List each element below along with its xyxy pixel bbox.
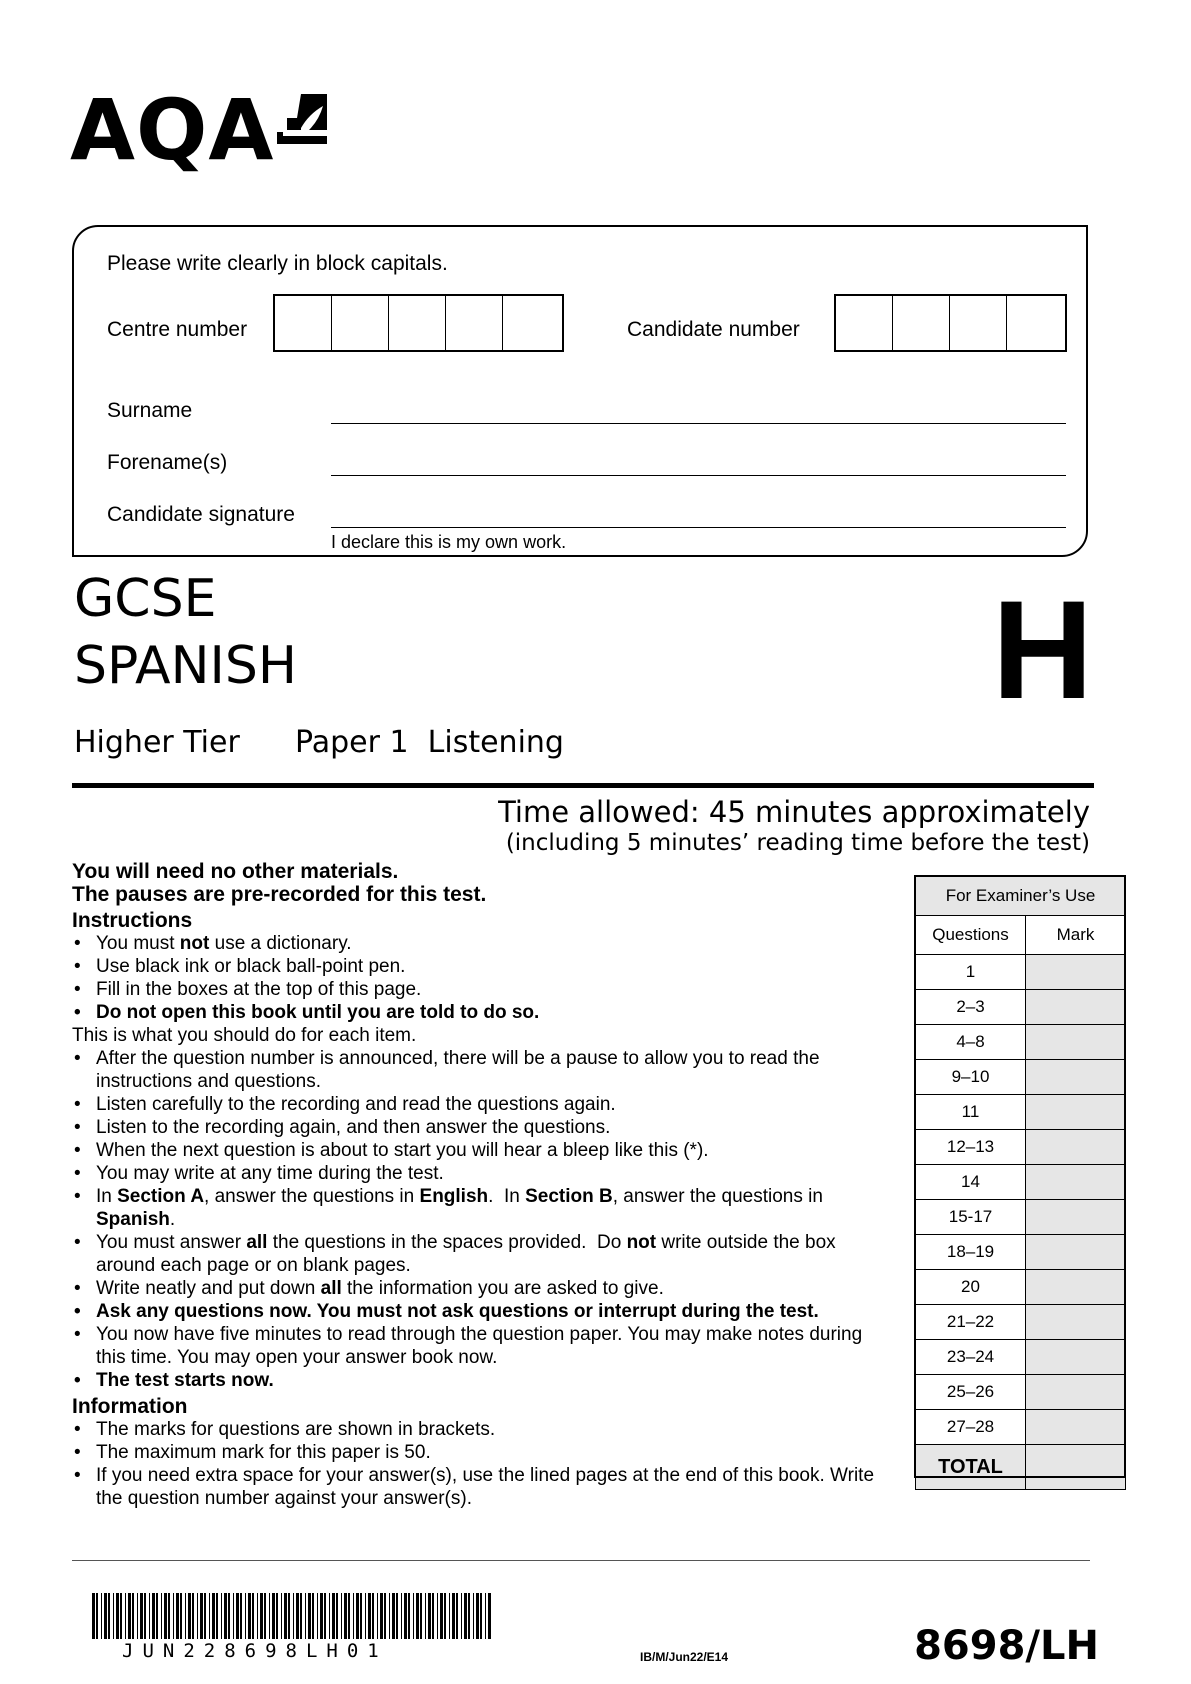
barcode-bar (377, 1593, 378, 1639)
examiner-row (916, 1410, 1126, 1445)
instruction-item: • Fill in the boxes at the top of this page. (72, 978, 892, 1001)
instruction-item: • Listen carefully to the recording and read the questions again. (72, 1093, 892, 1116)
barcode-bar (264, 1593, 266, 1639)
question-number-cell: 4–8 (916, 1025, 1026, 1060)
barcode-bar (188, 1593, 191, 1639)
mark-cell (1026, 1060, 1126, 1095)
subject-title: SPANISH (74, 636, 297, 696)
barcode-bar (156, 1593, 158, 1639)
pauses-line: The pauses are pre-recorded for this test. (72, 883, 487, 906)
barcode-bar (380, 1593, 383, 1639)
mark-cell (1026, 1130, 1126, 1165)
instruction-item: • Listen to the recording again, and then answer the questions. (72, 1116, 892, 1139)
examiner-row (916, 1200, 1126, 1235)
information-list (72, 1418, 892, 1510)
barcode-bar (440, 1593, 443, 1639)
barcode-bar (284, 1593, 287, 1639)
barcode-bar (224, 1593, 227, 1639)
instruction-item: • Ask any questions now. You must not ask questions or interrupt during the test. (72, 1300, 892, 1323)
examiner-row (916, 1165, 1126, 1200)
barcode-bar (288, 1593, 290, 1639)
barcode-bar (356, 1593, 359, 1639)
paper-label: Paper 1 Listening (295, 725, 564, 760)
barcode-bar (473, 1593, 474, 1639)
barcode-bar (320, 1593, 323, 1639)
barcode-bar (212, 1593, 215, 1639)
barcode-bar (132, 1593, 134, 1639)
aqa-logo (70, 81, 275, 179)
barcode-bar (200, 1593, 203, 1639)
centre-number-boxes[interactable] (273, 294, 564, 352)
barcode-bar (108, 1593, 110, 1639)
barcode-bar (305, 1593, 306, 1639)
instruction-item: • Write neatly and put down all the information you are asked to give. (72, 1277, 892, 1300)
information-item: • The marks for questions are shown in brackets. (72, 1418, 892, 1441)
barcode-bar (485, 1593, 486, 1639)
barcode-bar (368, 1593, 371, 1639)
barcode-bar (425, 1593, 426, 1639)
examiner-row (916, 1060, 1126, 1095)
mark-cell (1026, 1200, 1126, 1235)
barcode-bar (101, 1593, 102, 1639)
barcode-bar (257, 1593, 258, 1639)
total-mark-cell (1026, 1445, 1126, 1490)
question-number-cell: 11 (916, 1095, 1026, 1130)
barcode-bar (461, 1593, 462, 1639)
question-number-cell: 15-17 (916, 1200, 1026, 1235)
total-label: TOTAL (916, 1445, 1026, 1490)
barcode-bar (276, 1593, 278, 1639)
barcode-bar (120, 1593, 122, 1639)
signature-field[interactable] (331, 527, 1066, 528)
forenames-field[interactable] (331, 475, 1066, 476)
barcode-bar (125, 1593, 126, 1639)
barcode-bar (209, 1593, 210, 1639)
barcode-bar (353, 1593, 354, 1639)
barcode-bar (128, 1593, 131, 1639)
barcode-bar (317, 1593, 318, 1639)
instruction-item: • Use black ink or black ball-point pen. (72, 955, 892, 978)
mark-column-header: Mark (1026, 916, 1126, 955)
barcode-bar (216, 1593, 218, 1639)
question-number-cell: 27–28 (916, 1410, 1026, 1445)
barcode-bar (308, 1593, 311, 1639)
barcode-bar (464, 1593, 467, 1639)
qualification-title: GCSE (74, 569, 217, 629)
barcode-bar (428, 1593, 431, 1639)
barcode-bar (140, 1593, 143, 1639)
barcode-text: JUN228698LH01 (122, 1640, 388, 1662)
reference-code: IB/M/Jun22/E14 (640, 1650, 729, 1664)
barcode-bar (449, 1593, 450, 1639)
examiner-use-table (915, 876, 1126, 1490)
footer-divider (72, 1560, 1090, 1561)
instructions-section (72, 860, 892, 1510)
mark-cell (1026, 1270, 1126, 1305)
examiner-row (916, 1025, 1126, 1060)
barcode-bar (312, 1593, 314, 1639)
time-note: (including 5 minutes’ reading time before the test) (505, 830, 1090, 856)
mark-cell (1026, 1375, 1126, 1410)
examiner-row (916, 1375, 1126, 1410)
barcode-bar (104, 1593, 107, 1639)
barcode-bar (300, 1593, 302, 1639)
barcode-bar (329, 1593, 330, 1639)
title-divider (72, 783, 1094, 788)
question-number-cell: 2–3 (916, 990, 1026, 1025)
mark-cell (1026, 955, 1126, 990)
instructions-heading: Instructions (72, 909, 193, 932)
barcode-bar (480, 1593, 482, 1639)
barcode-bar (260, 1593, 263, 1639)
instruction-item: • Do not open this book until you are told to do so. (72, 1001, 892, 1024)
leaf-logo-icon (275, 92, 331, 148)
barcode-bar (252, 1593, 254, 1639)
surname-field[interactable] (331, 423, 1066, 424)
instruction-item: • You may write at any time during the test. (72, 1162, 892, 1185)
barcode-bar (341, 1593, 342, 1639)
instruction-item: • You now have five minutes to read through the question paper. You may make notes during this time. You may open your answer book now. (72, 1323, 892, 1369)
barcode-bar (332, 1593, 335, 1639)
barcode-bar (192, 1593, 194, 1639)
question-number-cell: 18–19 (916, 1235, 1026, 1270)
barcode-bar (149, 1593, 150, 1639)
mark-cell (1026, 1340, 1126, 1375)
barcode-bar (389, 1593, 390, 1639)
tier-letter: H (992, 571, 1094, 728)
information-item: • The maximum mark for this paper is 50. (72, 1441, 892, 1464)
barcode-bar (245, 1593, 246, 1639)
information-item: • If you need extra space for your answer(s), use the lined pages at the end of this book. Write the question number against your answer(s). (72, 1464, 892, 1510)
questions-column-header: Questions (916, 916, 1026, 955)
barcode-bar (336, 1593, 338, 1639)
examiner-row (916, 1340, 1126, 1375)
barcode-bar (396, 1593, 398, 1639)
barcode-bar (452, 1593, 455, 1639)
each-item-line: This is what you should do for each item. (72, 1025, 417, 1046)
barcode-bar (416, 1593, 419, 1639)
barcode-bar (185, 1593, 186, 1639)
barcode-bar (293, 1593, 294, 1639)
question-number-cell: 1 (916, 955, 1026, 990)
question-number-cell: 9–10 (916, 1060, 1026, 1095)
examiner-row (916, 1235, 1126, 1270)
barcode-bar (272, 1593, 275, 1639)
forenames-label: Forename(s) (107, 451, 228, 474)
centre-number-label: Centre number (107, 318, 248, 341)
barcode-bar (360, 1593, 362, 1639)
paper-code: 8698/LH (914, 1623, 1099, 1669)
barcode-bar (348, 1593, 350, 1639)
instructions-list (72, 932, 892, 1024)
barcode-bar (468, 1593, 470, 1639)
instruction-item: • You must answer all the questions in the spaces provided. Do not write outside the box around each page or on blank pages. (72, 1231, 892, 1277)
surname-label: Surname (107, 399, 193, 422)
barcode-bar (404, 1593, 407, 1639)
barcode-bar (221, 1593, 222, 1639)
barcode-bar (420, 1593, 422, 1639)
barcode-bar (269, 1593, 270, 1639)
mark-cell (1026, 1025, 1126, 1060)
declaration-text: I declare this is my own work. (331, 532, 567, 552)
instruction-item: • After the question number is announced, there will be a pause to allow you to read the instructions and questions. (72, 1047, 892, 1093)
candidate-number-boxes[interactable] (834, 294, 1067, 352)
mark-cell (1026, 1165, 1126, 1200)
barcode-bar (180, 1593, 182, 1639)
barcode-bar (281, 1593, 282, 1639)
time-allowed: Time allowed: 45 minutes approximately (498, 795, 1090, 829)
examiner-rows (916, 955, 1126, 1445)
block-capitals-instruction: Please write clearly in block capitals. (107, 252, 448, 275)
examiner-row (916, 1305, 1126, 1340)
barcode-bar (204, 1593, 206, 1639)
barcode-bar (344, 1593, 347, 1639)
examiner-row (916, 1095, 1126, 1130)
question-number-cell: 25–26 (916, 1375, 1026, 1410)
examiner-row (916, 1270, 1126, 1305)
barcode-bar (173, 1593, 174, 1639)
barcode-bar (236, 1593, 239, 1639)
barcode-bar (413, 1593, 414, 1639)
barcode-bar (228, 1593, 230, 1639)
examiner-table-title: For Examiner’s Use (916, 877, 1126, 916)
barcode (92, 1593, 502, 1639)
barcode-bar (96, 1593, 98, 1639)
barcode-bar (384, 1593, 386, 1639)
barcode-bar (113, 1593, 114, 1639)
question-number-cell: 23–24 (916, 1340, 1026, 1375)
barcode-bar (176, 1593, 179, 1639)
barcode-bar (197, 1593, 198, 1639)
barcode-bar (444, 1593, 446, 1639)
question-number-cell: 20 (916, 1270, 1026, 1305)
logo-text: AQA (70, 81, 275, 179)
barcode-bar (296, 1593, 299, 1639)
instructions-list-items (72, 1047, 892, 1392)
materials-line: You will need no other materials. (72, 860, 399, 883)
barcode-bar (437, 1593, 438, 1639)
barcode-bar (365, 1593, 366, 1639)
mark-cell (1026, 1410, 1126, 1445)
instruction-item: • The test starts now. (72, 1369, 892, 1392)
barcode-bar (401, 1593, 402, 1639)
instruction-item: • You must not use a dictionary. (72, 932, 892, 955)
barcode-bar (476, 1593, 479, 1639)
barcode-bar (432, 1593, 434, 1639)
mark-cell (1026, 1235, 1126, 1270)
barcode-bar (456, 1593, 458, 1639)
barcode-bar (392, 1593, 395, 1639)
barcode-bar (92, 1593, 95, 1639)
question-number-cell: 21–22 (916, 1305, 1026, 1340)
barcode-bar (168, 1593, 170, 1639)
barcode-bar (324, 1593, 326, 1639)
barcode-bar (408, 1593, 410, 1639)
signature-label: Candidate signature (107, 503, 295, 526)
barcode-bar (233, 1593, 234, 1639)
mark-cell (1026, 1095, 1126, 1130)
mark-cell (1026, 1305, 1126, 1340)
candidate-number-label: Candidate number (627, 318, 800, 341)
barcode-bar (240, 1593, 242, 1639)
question-number-cell: 12–13 (916, 1130, 1026, 1165)
examiner-row (916, 955, 1126, 990)
instruction-item: • When the next question is about to start you will hear a bleep like this (*). (72, 1139, 892, 1162)
mark-cell (1026, 990, 1126, 1025)
examiner-row (916, 1130, 1126, 1165)
barcode-bar (144, 1593, 146, 1639)
barcode-bar (116, 1593, 119, 1639)
barcode-bar (152, 1593, 155, 1639)
barcode-bar (372, 1593, 374, 1639)
instruction-item: • In Section A, answer the questions in English. In Section B, answer the questions in Spanish. (72, 1185, 892, 1231)
barcode-bar (488, 1593, 491, 1639)
barcode-bar (248, 1593, 251, 1639)
barcode-bar (137, 1593, 138, 1639)
question-number-cell: 14 (916, 1165, 1026, 1200)
tier-label: Higher Tier (74, 725, 240, 760)
information-heading: Information (72, 1395, 188, 1418)
barcode-bar (164, 1593, 167, 1639)
examiner-row (916, 990, 1126, 1025)
barcode-bar (161, 1593, 162, 1639)
